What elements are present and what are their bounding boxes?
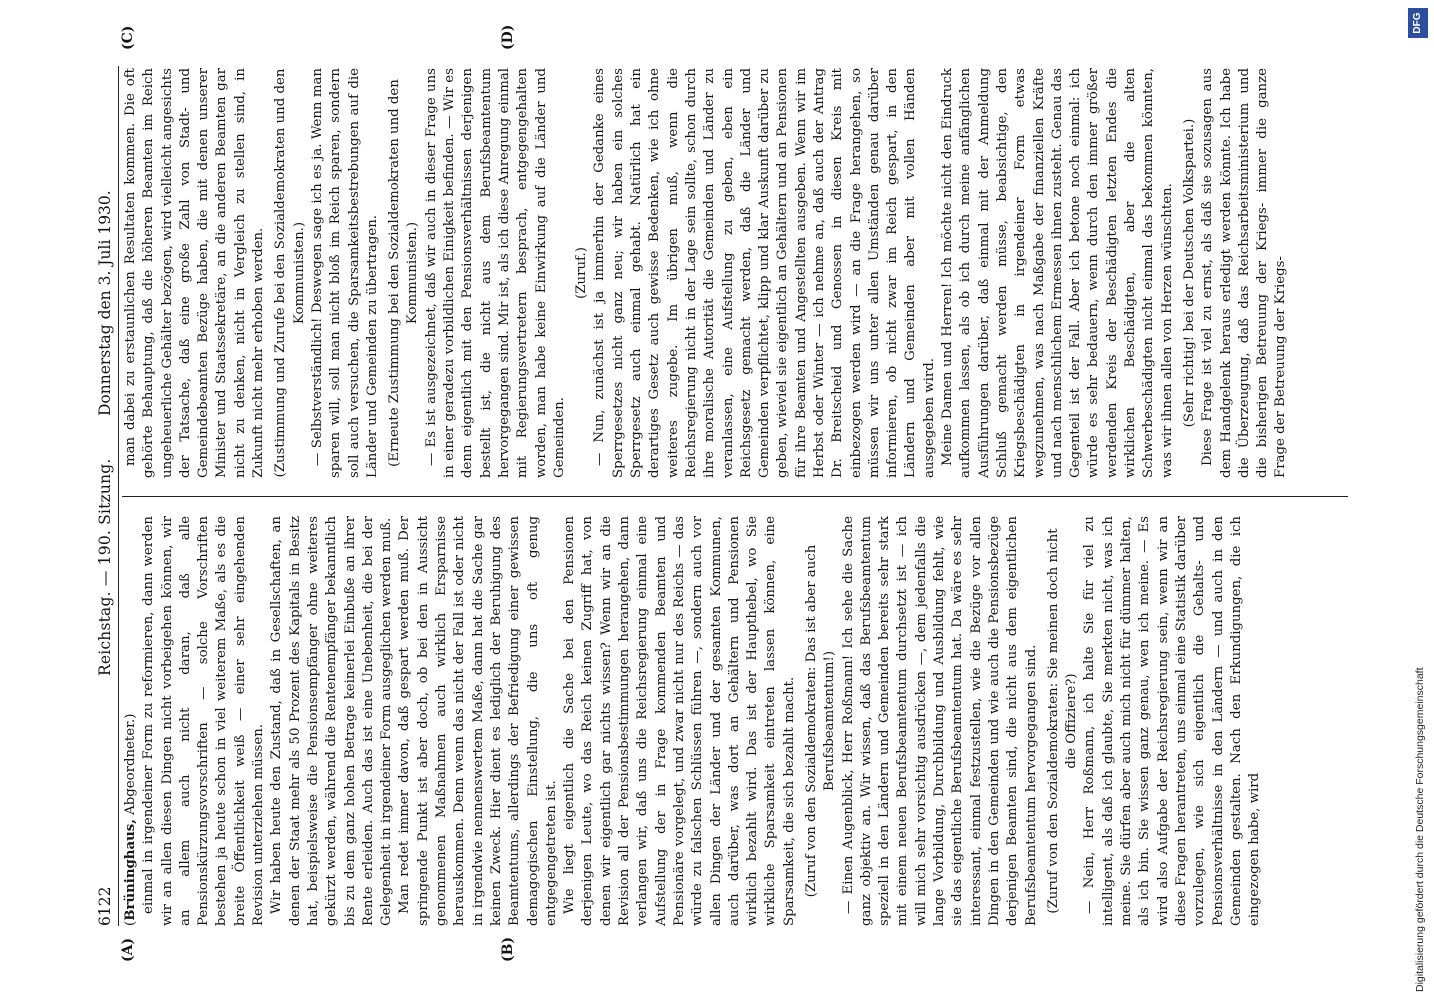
right-column bbox=[122, 68, 1348, 478]
digitization-credit: Digitalisierung gefördert durch die Deutsche Forschungsgemeinschaft bbox=[1414, 667, 1426, 992]
dfg-logo: DFG bbox=[1408, 8, 1428, 38]
session-title: Reichstag. — 190. Sitzung. bbox=[96, 458, 114, 676]
margin-marker-a: (A) bbox=[120, 937, 136, 962]
paragraph: Wir haben heute den Zustand, daß in Gesellschaften, an denen der Staat mehr als 50 Prozent des Kapitals in Besitz hat, beispielsweise die Pensionsempfänger ohne weiteres gekürzt werden, während die Rentenempfänger bekanntlich bis zu dem ganz hohen Betrage keinerlei Einbuße an ihrer Rente erleiden. Auch das ist eine Unebenheit, die bei der Gelegenheit in irgendeiner Form ausgeglichen werden muß. bbox=[269, 516, 395, 926]
session-date: Donnerstag den 3. Juli 1930. bbox=[96, 190, 114, 416]
paragraph: Meine Damen und Herren! Ich möchte nicht den Eindruck aufkommen lassen, als ob ich durch meine anfänglichen Ausführungen darüber, daß einmal mit der Anmeldung Schluß gemacht werden müsse, beabsichtige, den Kriegsbeschädigten in irgendeiner Form etwas wegzunehmen, was nach Maßgabe der finanziellen Kräfte und nach menschlichem Ermessen ihnen zusteht. Genau das Gegenteil ist der Fall. Aber ich betone noch einmal: ich würde es sehr bedauern, wenn durch den immer größer werdenden Kreis der Beschädigten letzten Endes die wirklichen Beschädigten, aber die alten Schwerbeschädigten nicht einmal das bekommen könnten, was wir ihnen allen von Herzen wünschten. bbox=[940, 68, 1175, 478]
margin-marker-b: (B) bbox=[500, 936, 516, 962]
paragraph: (Zustimmung und Zurufe bei den Sozialdemokraten und den Kommunisten.) bbox=[273, 68, 307, 478]
paragraph: Wie liegt eigentlich die Sache bei den Pensionen derjenigen Leute, wo das Reich keinen Zugriff hat, von denen wir eigentlich gar nichts wissen? Wenn wir an die Revision all der Pensionsbestimmungen herangehen, dann verlangen wir, daß uns die Reichsregierung einmal eine Aufstellung der in Frage kommenden Beamten und Pensionäre vorgelegt, und zwar nicht nur des Reichs — das würde zu falschen Schlüssen führen —, sondern auch vor allen Dingen der Länder und der gesamten Kommunen, auch darüber, was dort an Gehältern und Pensionen wirklich bezahlt wird. Das ist der Haupthebel, wo Sie wirkliche Sparsamkeit eintreten lassen können, eine Sparsamkeit, die sich bezahlt macht. bbox=[562, 516, 797, 926]
column-divider bbox=[122, 496, 1348, 497]
speaker-line: (Brüninghaus, Abgeordneter.) bbox=[123, 713, 138, 926]
paragraph: — Nun, zunächst ist ja immerhin der Gedanke eines Sperrgesetzes nicht ganz neu; wir haben ein solches Sperrgesetz auch einmal gehabt. Natürlich hat ein derartiges Gesetz auch gewisse Bedenken, wie ich ohne weiteres zugebe. Im übrigen muß, wenn die Reichsregierung nicht in der Lage sein sollte, schon durch ihre moralische Autorität die Gemeinden und Länder zu veranlassen, eine Aufstellung zu geben, eben ein Reichsgesetz gemacht werden, daß die Länder und Gemeinden verpflichtet, klipp und klar Auskunft darüber zu geben, wieviel sie eigentlich an Gehältern und an Pensionen für ihre Beamten und Angestellten ausgeben. Wenn wir im Herbst oder Winter — ich nehme an, daß auch der Antrag Dr. Breitscheid und Genossen in diesen Kreis mit einbezogen werden wird — an die Frage herangehen, so müssen wir uns unter allen Umständen genau darüber informieren, ob nicht zwar im Reich gespart, in den Ländern und Gemeinden aber mit vollen Händen ausgegeben wird. bbox=[592, 68, 937, 478]
paragraph: man dabei zu erstaunlichen Resultaten kommen. Die oft gehörte Behauptung, daß die höheren Beamten im Reich ungeheuerliche Gehälter bezögen, wird vielleicht angesichts der Tatsache, daß eine große Zahl von Stadt- und Gemeindebeamten Bezüge haben, die mit denen unserer Minister und Staatssekretäre, an die anderen Beamten gar nicht zu denken, nicht in Vergleich zu stellen sind, in Zukunft nicht mehr erhoben werden. bbox=[123, 68, 267, 478]
paragraph: Man redet immer davon, daß gespart werden muß. Der springende Punkt ist aber doch, ob bei den in Aussicht genommenen Maßnahmen auch wirklich Ersparnisse herauskommen. Denn wenn das nicht der Fall ist oder nicht in irgendwie nennenswertem Maße, dann hat die Sache gar keinen Zweck. Hier dient es lediglich der Beruhigung des Beamtentums, allerdings der Befriedigung einer gewissen demagogischen Einstellung, die uns oft genug entgegengetreten ist. bbox=[397, 516, 559, 926]
paragraph: Diese Frage ist viel zu ernst, als daß sie sozusagen aus dem Handgelenk heraus erledigt werden könnte. Ich habe die Überzeugung, daß das Reichsarbeitsministerium und die bisherigen Betreuung der Kriegs- immer die ganze Frage der Betreuung der Kriegs- bbox=[1200, 68, 1289, 478]
paragraph: — Es ist ausgezeichnet, daß wir auch in dieser Frage uns in einer geradezu vorbildlichen Einigkeit befinden. — Wir es denn eigentlich mit den Pensionsverhältnissen derjenigen bestellt ist, die nicht aus dem Berufsbeamtentum hervorgegangen sind. Mir ist, als ich diese Anregung einmal mit Regierungsvertretern besprach, entgegengehalten worden, man habe keine Einwirkung auf die Länder und Gemeinden. bbox=[423, 68, 567, 478]
margin-marker-c: (C) bbox=[120, 25, 136, 50]
paragraph: — Selbstverständlich! Deswegen sage ich es ja. Wenn man sparen will, soll man nicht bloß im Reich sparen, sondern soll auch versuchen, die Sparsamkeitsbestrebungen auf die Länder und Gemeinden zu übertragen. bbox=[309, 68, 380, 478]
header-rule bbox=[118, 66, 119, 926]
margin-marker-d: (D) bbox=[500, 24, 516, 50]
speaker-name: Brüninghaus, bbox=[123, 819, 138, 921]
page-header bbox=[92, 66, 118, 926]
document-sheet bbox=[92, 66, 1348, 926]
paragraph: (Zuruf von den Sozialdemokraten: Das ist aber auch Berufsbeamtentum!) bbox=[803, 544, 838, 898]
speaker-role: Abgeordneter.) bbox=[123, 713, 138, 815]
paragraph: einmal in irgendeiner Form zu reformieren, dann werden wir an allen diesen Dingen nicht vorbeigehen können, wir an allem auch nicht daran, daß alle Pensionskürzungsvorschriften — solche Vorschriften bestehen ja heute schon in viel weiterem Maße, als es die breite Öffentlichkeit weiß — einer sehr eingehenden Revision unterziehen müssen. bbox=[141, 516, 267, 926]
page-number: 6122 bbox=[96, 886, 114, 926]
paragraph: — Einen Augenblick, Herr Roßmann! Ich sehe die Sache ganz objektiv an. Wir wissen, daß das Berufsbeamtentum speziell in den Ländern und Gemeinden bereits sehr stark mit einem neuen Berufsbeamtentum durchsetzt ist — ich will mich sehr vorsichtig ausdrücken —, dem jedenfalls die lange Vorbildung, Durchbildung und Ausbildung fehlt, wie sie das eigentliche Berufsbeamtentum hat. Da wäre es sehr interessant, einmal festzustellen, wie die Bezüge vor allen Dingen in den Gemeinden und wie auch die Pensionsbezüge derjenigen Beamten sind, die nicht aus dem eigentlichen Berufsbeamtentum hervorgegangen sind. bbox=[840, 516, 1039, 926]
paragraph: (Zuruf von den Sozialdemokraten: Sie meinen doch nicht die Offiziere?) bbox=[1045, 528, 1080, 914]
paragraph: (Zuruf.) bbox=[574, 247, 590, 299]
paragraph: (Erneute Zustimmung bei den Sozialdemokraten und den Kommunisten.) bbox=[387, 79, 421, 467]
paragraph: — Nein, Herr Roßmann, ich halte Sie für viel zu intelligent, als daß ich glaubte, Sie merkten nicht, was ich meine. Sie dürfen aber auch mich nicht für dümmer halten, als ich bin. Sie wissen ganz genau, wen ich meine. — Es wird also Aufgabe der Reichsregierung sein, wenn wir an diese Fragen herantreten, uns einmal eine Statistik darüber vorzulegen, wie sich eigentlich die Gehalts- und Pensionsverhältnisse in den Ländern — und auch in den Gemeinden gestalten. Nach den Erkundigungen, die ich eingezogen habe, wird bbox=[1082, 516, 1263, 926]
paragraph: (Sehr richtig! bei der Deutschen Volkspartei.) bbox=[1181, 118, 1197, 428]
digitization-sidebar bbox=[1406, 0, 1434, 1000]
left-column bbox=[122, 516, 1348, 926]
